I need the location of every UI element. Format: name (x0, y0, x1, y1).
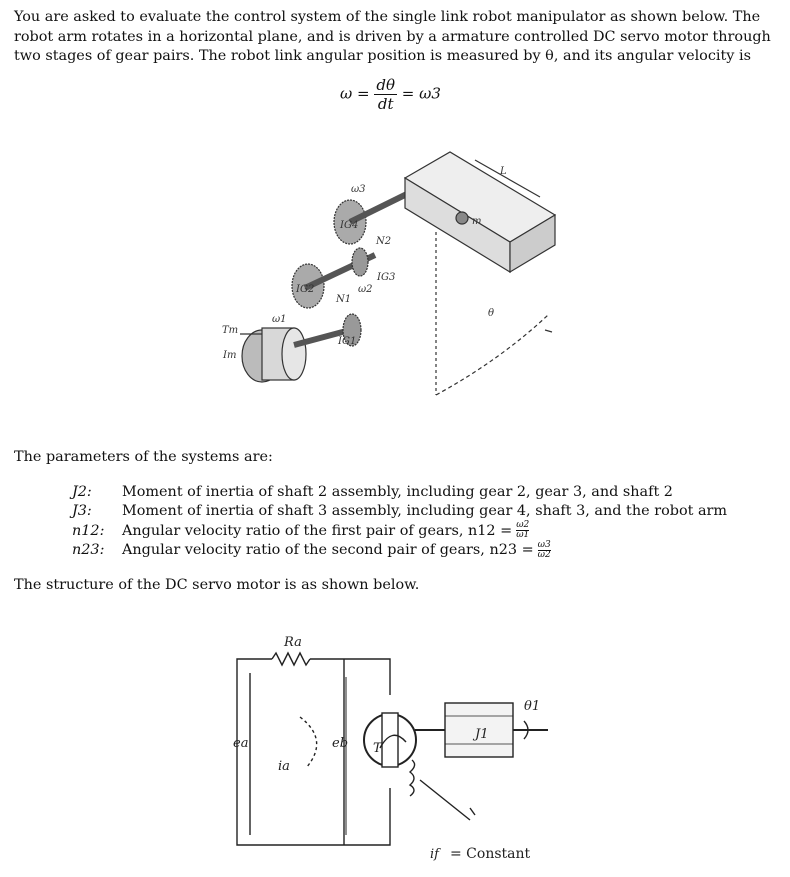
parameter-symbol: n12: (72, 522, 105, 539)
ratio-fraction (516, 521, 529, 540)
label-ig3: IG3 (377, 272, 396, 283)
parameter-description: Moment of inertia of shaft 2 assembly, including gear 2, gear 3, and shaft 2 (122, 483, 673, 500)
angular-velocity-equation (340, 76, 441, 113)
label-ia: ia (278, 759, 290, 774)
label-theta1: θ1 (524, 699, 541, 714)
parameter-symbol: n23: (72, 542, 105, 559)
equation-fraction (374, 76, 397, 113)
dc-motor-figure (0, 605, 790, 875)
label-ea: ea (233, 736, 249, 751)
equation-denominator: dt (377, 95, 394, 113)
ratio-denominator: ω1 (516, 530, 530, 541)
ratio-numerator: ω2 (516, 520, 530, 531)
label-m: m (472, 216, 482, 227)
label-ra: Ra (284, 635, 302, 650)
label-im: Im (223, 350, 237, 361)
label-ig2: IG2 (296, 284, 315, 295)
equation-rhs: = ω3 (401, 84, 441, 103)
label-l: L (500, 166, 507, 177)
label-t: T (373, 741, 382, 756)
parameters-heading: The parameters of the systems are: (14, 449, 273, 465)
label-constant: = Constant (450, 846, 531, 862)
ratio-fraction (538, 541, 551, 560)
label-w3: ω3 (351, 184, 366, 195)
label-j1: J1 (475, 727, 489, 742)
parameter-description: Moment of inertia of shaft 3 assembly, including gear 4, shaft 3, and the robot arm (122, 503, 728, 520)
label-n1: N1 (336, 294, 352, 305)
label-ig1: IG1 (338, 336, 357, 347)
parameter-row (72, 482, 727, 502)
ratio-numerator: ω3 (537, 539, 551, 550)
equation-numerator: dθ (376, 76, 395, 94)
label-ig4: IG4 (340, 220, 359, 231)
robot-manipulator-figure (0, 145, 790, 415)
parameter-description: Angular velocity ratio of the second pair of gears, n23 = (122, 542, 534, 559)
parameters-list (72, 482, 727, 560)
label-w2: ω2 (358, 284, 373, 295)
intro-paragraph: You are asked to evaluate the control system of the single link robot manipulator as shown below. The robot arm rotates in a horizontal plane, and is driven by a armature controlled DC servo motor through two stages of gear pairs. The robot link angular position is measured by θ, and its angular velocity is (14, 9, 771, 64)
parameter-symbol: J3: (72, 503, 92, 520)
parameter-symbol: J2: (72, 483, 92, 500)
label-if: if (430, 847, 439, 862)
label-n2: N2 (376, 236, 392, 247)
label-w1: ω1 (272, 314, 287, 325)
parameter-row (72, 541, 727, 561)
motor-heading: The structure of the DC servo motor is as shown below. (14, 577, 420, 593)
parameter-description: Angular velocity ratio of the first pair of gears, n12 = (122, 522, 513, 539)
equation-lhs: ω = (340, 84, 370, 103)
parameter-row (72, 502, 727, 522)
parameter-row (72, 521, 727, 541)
label-theta: θ (488, 308, 495, 319)
label-eb: eb (332, 736, 349, 751)
label-tm: Tm (222, 325, 239, 336)
ratio-denominator: ω2 (537, 549, 551, 560)
